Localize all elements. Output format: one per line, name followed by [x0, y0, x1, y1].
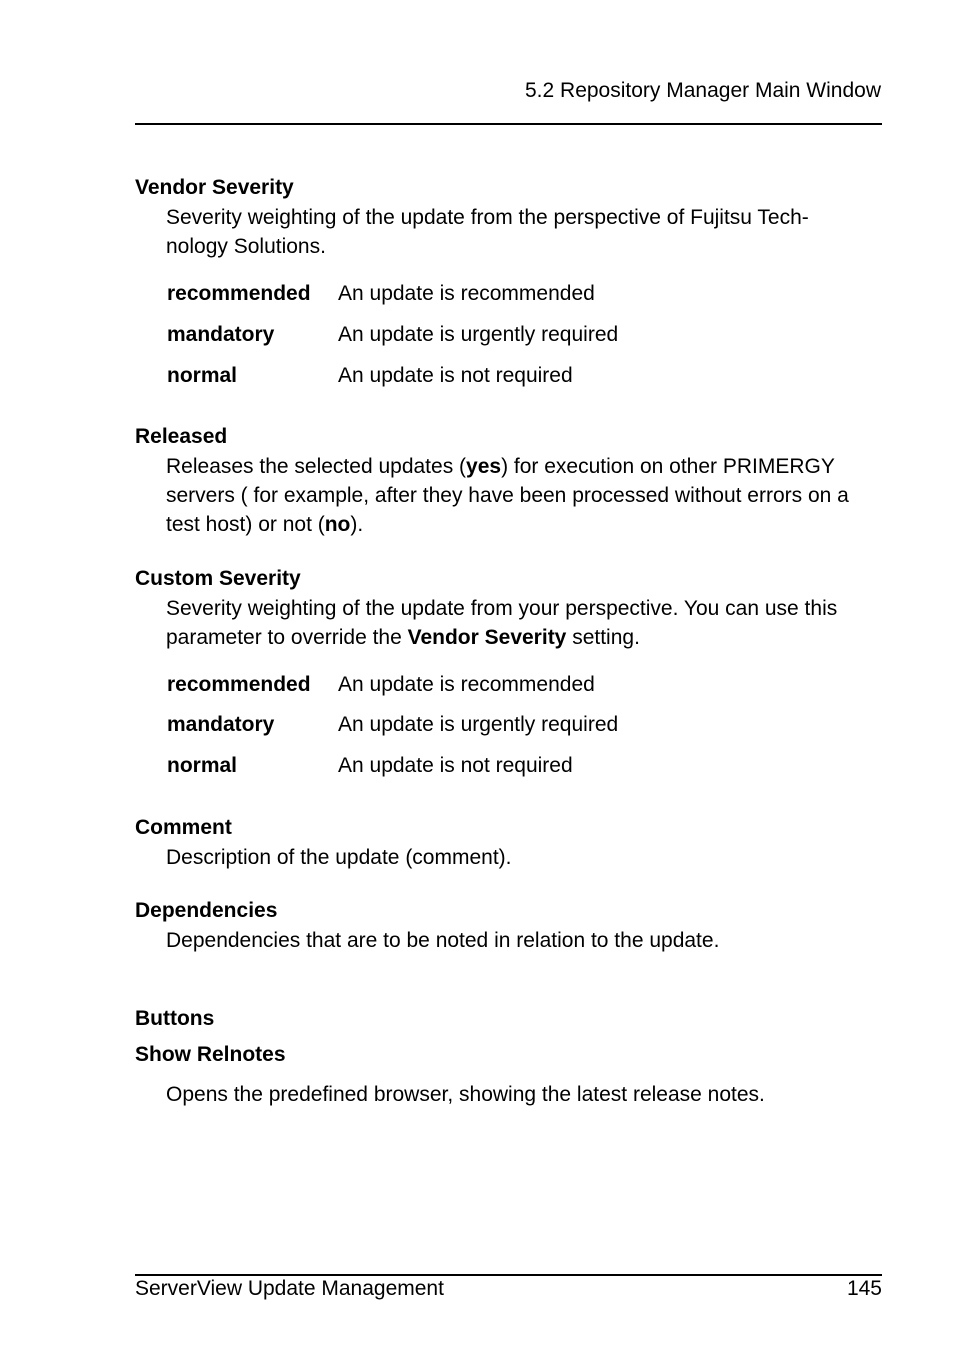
comment-heading: Comment: [135, 816, 232, 839]
custom-severity-heading: Custom Severity: [135, 567, 301, 590]
custom-term-normal: normal: [167, 754, 238, 777]
show-relnotes-description: Opens the predefined browser, showing the latest release notes.: [166, 1083, 765, 1106]
custom-desc-normal: An update is not required: [338, 754, 573, 777]
comment-description: Description of the update (comment).: [166, 846, 512, 869]
header-rule: [135, 123, 882, 125]
custom-term-recommended: recommended: [167, 673, 311, 696]
released-heading: Released: [135, 425, 228, 448]
footer-rule: [135, 1274, 882, 1276]
page-number: 145: [846, 1277, 882, 1300]
dependencies-heading: Dependencies: [135, 899, 278, 922]
show-relnotes-heading: Show Relnotes: [135, 1043, 286, 1066]
released-line-3-start: test host) or not (: [166, 513, 325, 536]
custom-severity-line-2-end: setting.: [566, 626, 640, 649]
custom-severity-line-2: [166, 623, 882, 652]
vendor-term-normal: normal: [167, 364, 238, 387]
custom-desc-mandatory: An update is urgently required: [338, 713, 619, 736]
released-line-3-end: ).: [350, 513, 364, 536]
custom-desc-recommended: An update is recommended: [338, 673, 595, 696]
custom-severity-line-2-start: parameter to override the: [166, 626, 408, 649]
released-line-1-end: ) for execution on other PRIMERGY: [501, 455, 835, 478]
released-line-1: [166, 452, 882, 481]
released-line-3: [166, 510, 882, 539]
vendor-severity-description: [166, 203, 882, 261]
released-description: [166, 452, 882, 539]
vendor-severity-heading: Vendor Severity: [135, 176, 294, 199]
custom-severity-description: [166, 594, 882, 652]
vendor-term-recommended: recommended: [167, 282, 311, 305]
vendor-desc-recommended: An update is recommended: [338, 282, 595, 305]
footer-product-name: ServerView Update Management: [135, 1277, 444, 1300]
vendor-desc-mandatory: An update is urgently required: [338, 323, 619, 346]
dependencies-description: Dependencies that are to be noted in relation to the update.: [166, 929, 720, 952]
running-header: 5.2 Repository Manager Main Window: [525, 79, 881, 102]
custom-term-mandatory: mandatory: [167, 713, 275, 736]
custom-severity-line-1: Severity weighting of the update from your perspective. You can use this: [166, 597, 838, 620]
vendor-severity-line-2: nology Solutions.: [166, 235, 326, 258]
released-line-1-start: Releases the selected updates (: [166, 455, 467, 478]
vendor-severity-reference: Vendor Severity: [407, 626, 567, 649]
buttons-heading: Buttons: [135, 1007, 215, 1030]
released-yes-keyword: yes: [466, 455, 502, 478]
vendor-severity-line-1: Severity weighting of the update from the perspective of Fujitsu Tech-: [166, 206, 809, 229]
released-no-keyword: no: [324, 513, 351, 536]
vendor-term-mandatory: mandatory: [167, 323, 275, 346]
vendor-desc-normal: An update is not required: [338, 364, 573, 387]
released-line-2: servers ( for example, after they have been processed without errors on a: [166, 484, 849, 507]
